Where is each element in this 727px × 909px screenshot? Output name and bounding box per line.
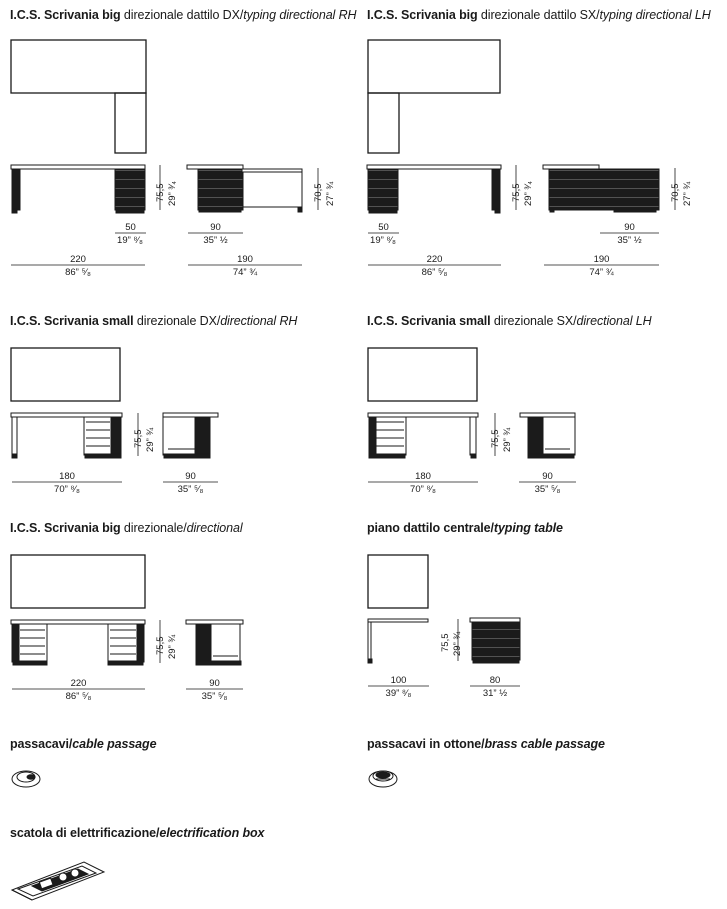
big-directional-height: 75,5 [155,636,166,655]
title-typing-table: piano dattilo centrale/typing table [367,521,563,535]
small-dx-front-view [11,413,122,458]
big-sx-height: 75,5 [511,183,522,202]
big-sx-side-length: 190 [593,254,610,265]
typing-table-length: 100 [390,675,407,686]
title-big-sx: I.C.S. Scrivania big direzionale dattilo SX/typing directional LH [367,8,711,22]
typing-table-height: 75,5 [440,633,451,652]
big-sx-typing-height: 70,5 [670,183,681,202]
title-big-directional: I.C.S. Scrivania big direzionale/directional [10,521,243,535]
big-directional-depth: 90 [209,678,220,689]
big-sx-depth: 90 [624,222,635,233]
cable-passage-icon [12,771,40,787]
big-dx-height: 75,5 [155,183,166,202]
big-dx-front-view [11,165,145,213]
big-dx-length-inches: 86” ⁵⁄₈ [65,267,91,278]
big-dx-side-view [187,165,302,212]
big-sx-height-inches: 29” ³⁄₄ [523,181,534,206]
big-dx-side-length: 190 [237,254,253,265]
big-sx-plan-view [368,40,500,153]
small-dx-depth: 90 [185,471,196,482]
big-sx-typing-height-inches: 27” ¾ [682,181,693,206]
big-dx-return-width-inches: 19” ⁸⁄₈ [117,235,143,246]
big-sx-return-width-inches: 19” ⁸⁄₈ [370,235,396,246]
small-dx-side-view [163,413,218,458]
typing-table-length-inches: 39” ⁸⁄₈ [385,688,412,699]
big-dx-height-inches: 29” ³⁄₄ [167,181,178,206]
big-sx-length-inches: 86” ⁵⁄₈ [421,267,448,278]
big-directional-length: 220 [70,678,87,689]
typing-table-depth-inches: 31” ½ [482,688,508,699]
big-dx-side-length-inches: 74” ¾ [232,267,258,278]
typing-table-plan-view [368,555,428,608]
small-dx-length-inches: 70” ⁸⁄₈ [54,484,80,495]
small-sx-depth-inches: 35” ⁵⁄₈ [534,484,561,495]
small-sx-plan-view [368,348,477,401]
big-dx-typing-height-inches: 27” ¾ [325,181,336,206]
big-directional-front-view [11,620,145,665]
big-directional-length-inches: 86” ⁵⁄₈ [65,691,92,702]
big-dx-depth-inches: 35” ½ [203,235,228,246]
big-sx-front-view [367,165,501,213]
big-dx-depth: 90 [210,222,221,233]
typing-table-depth: 80 [489,675,501,686]
big-dx-plan-view [11,40,146,153]
big-directional-plan-view [11,555,145,608]
typing-table-side-view [470,618,520,663]
small-dx-depth-inches: 35” ⁵⁄₈ [177,484,204,495]
big-sx-length: 220 [426,254,443,265]
small-dx-length: 180 [59,471,75,482]
small-dx-height: 75,5 [133,429,144,448]
big-sx-depth-inches: 35” ½ [617,235,642,246]
small-sx-length-inches: 70” ⁸⁄₈ [410,484,436,495]
big-directional-depth-inches: 35” ⁵⁄₈ [201,691,228,702]
small-dx-plan-view [11,348,120,401]
small-sx-height: 75,5 [490,429,501,448]
small-sx-length: 180 [415,471,431,482]
big-sx-side-view [543,165,659,212]
title-big-dx: I.C.S. Scrivania big direzionale dattilo DX/typing directional RH [10,8,357,22]
big-sx-return-width: 50 [378,222,389,233]
small-sx-height-inches: 29” ¾ [502,427,513,452]
big-directional-height-inches: 29” ¾ [167,634,178,659]
big-directional-side-view [186,620,243,665]
title-small-dx: I.C.S. Scrivania small direzionale DX/directional RH [10,314,298,328]
typing-table-height-inches: 29” ¾ [452,631,463,656]
big-dx-length: 220 [70,254,86,265]
big-dx-return-width: 50 [125,222,136,233]
brass-cable-passage-icon [369,771,397,787]
big-sx-side-length-inches: 74” ¾ [589,267,614,278]
typing-table-front-view [368,619,428,663]
small-sx-side-view [520,413,575,458]
title-brass-cable-passage: passacavi in ottone/brass cable passage [367,737,605,751]
title-cable-passage: passacavi/cable passage [10,737,157,751]
small-dx-height-inches: 29” ¾ [145,427,156,452]
electrification-box-icon [12,862,104,900]
small-sx-depth: 90 [542,471,553,482]
title-small-sx: I.C.S. Scrivania small direzionale SX/directional LH [367,314,652,328]
small-sx-front-view [368,413,478,458]
big-dx-typing-height: 70,5 [313,183,324,202]
title-electrification-box: scatola di elettrificazione/electrification box [10,826,265,840]
